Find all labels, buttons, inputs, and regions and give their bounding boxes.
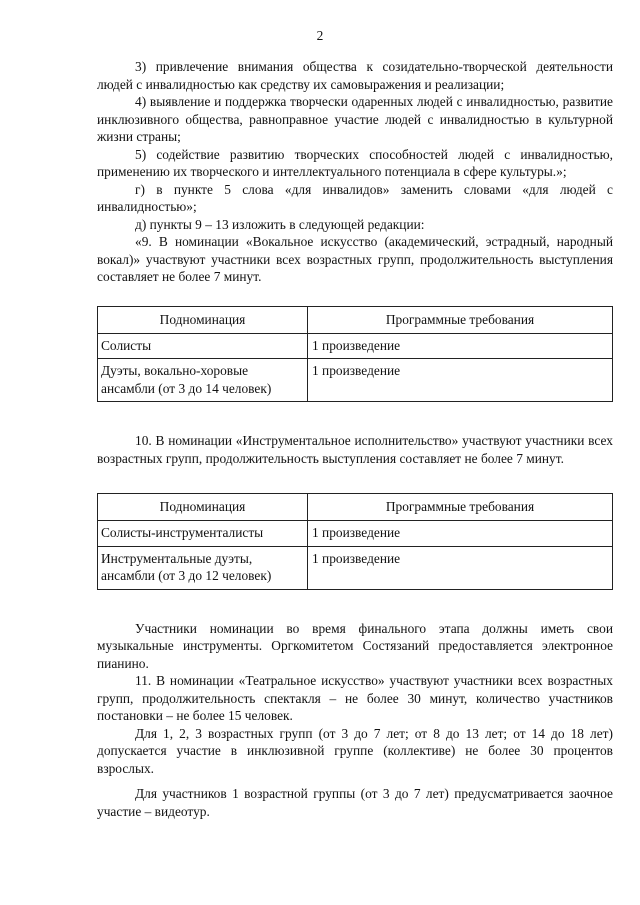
paragraph: 11. В номинации «Театральное искусство» участвуют участники всех возрастных групп, продолжительность спектакля – не более 30 минут, количество участников постановки – не более 15 человек.	[97, 673, 613, 723]
table-header: Программные требования	[308, 494, 613, 521]
table-cell: Инструментальные дуэты, ансамбли (от 3 до 12 человек)	[98, 546, 308, 589]
table-cell: 1 произведение	[308, 521, 613, 547]
table-cell: 1 произведение	[308, 333, 613, 359]
paragraph: г) в пункте 5 слова «для инвалидов» заменить словами «для людей с инвалидностью»;	[97, 181, 613, 214]
document-body	[97, 58, 613, 820]
paragraph: Для участников 1 возрастной группы (от 3 до 7 лет) предусматривается заочное участие – видеотур.	[97, 786, 613, 819]
table-row	[98, 359, 613, 402]
table-cell: Дуэты, вокально-хоровые ансамбли (от 3 до 14 человек)	[98, 359, 308, 402]
instrumental-table	[97, 493, 613, 590]
paragraph: 10. В номинации «Инструментальное исполнительство» участвуют участники всех возрастных групп, продолжительность выступления составляет не более 7 минут.	[97, 433, 613, 466]
table-row	[98, 333, 613, 359]
vocal-table	[97, 306, 613, 403]
table-row	[98, 546, 613, 589]
paragraph: 3) привлечение внимания общества к созидательно-творческой деятельности людей с инвалидностью как средству их самовыражения и реализации;	[97, 59, 613, 92]
table-cell: 1 произведение	[308, 546, 613, 589]
table-cell: Солисты	[98, 333, 308, 359]
table-cell: 1 произведение	[308, 359, 613, 402]
table-header-row	[98, 494, 613, 521]
table-cell: Солисты-инструменталисты	[98, 521, 308, 547]
paragraph: Для 1, 2, 3 возрастных групп (от 3 до 7 лет; от 8 до 13 лет; от 14 до 18 лет) допускается участие в инклюзивной группе (коллективе) не более 30 процентов взрослых.	[97, 725, 613, 776]
page-number: 2	[316, 28, 324, 43]
paragraph: д) пункты 9 – 13 изложить в следующей редакции:	[135, 216, 425, 232]
paragraph: 5) содействие развитию творческих способностей людей с инвалидностью, применению их творческого и интеллектуального потенциала в сфере культуры.»;	[97, 146, 613, 179]
paragraph: Участники номинации во время финального этапа должны иметь свои музыкальные инструменты. Оргкомитетом Состязаний предоставляется электронное пианино.	[97, 620, 613, 671]
table-header: Подноминация	[98, 494, 308, 521]
paragraph: 4) выявление и поддержка творчески одаренных людей с инвалидностью, развитие инклюзивного общества, равноправное участие людей с инвалидностью в культурной жизни страны;	[97, 94, 613, 144]
table-header: Программные требования	[308, 306, 613, 333]
paragraph: «9. В номинации «Вокальное искусство (академический, эстрадный, народный вокал)» участвуют участники всех возрастных групп, продолжительность выступления составляет не более 7 минут.	[97, 234, 613, 284]
table-row	[98, 521, 613, 547]
table-header: Подноминация	[98, 306, 308, 333]
table-header-row	[98, 306, 613, 333]
